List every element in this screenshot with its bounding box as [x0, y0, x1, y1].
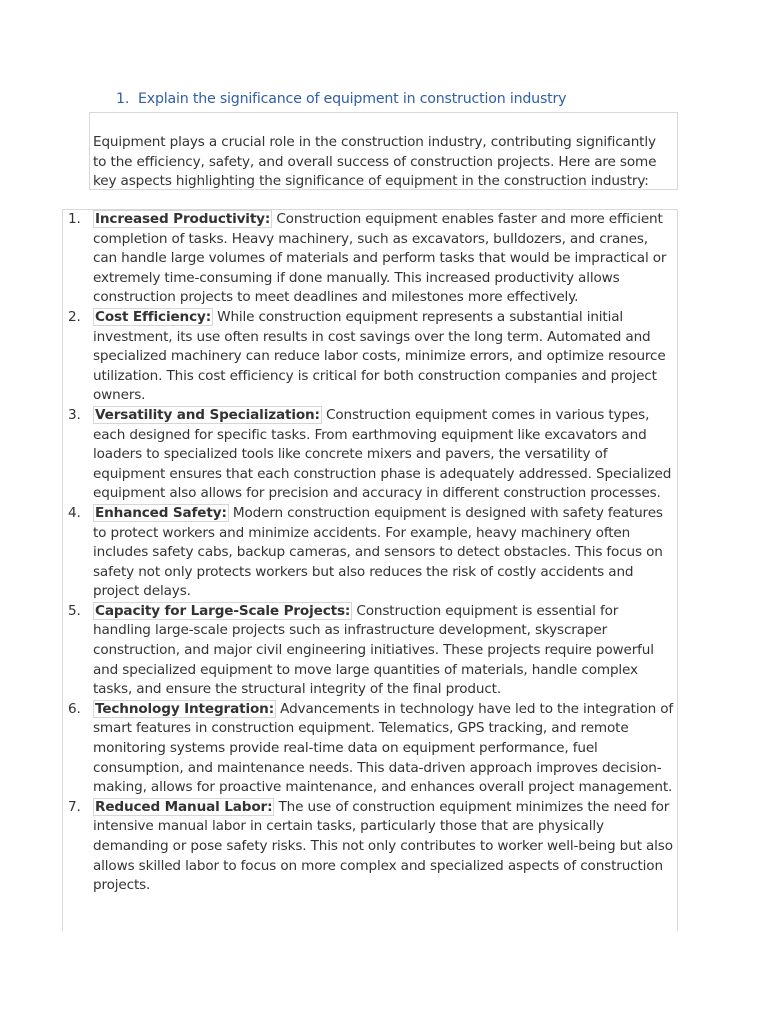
list-item — [62, 210, 676, 308]
intro-paragraph: Equipment plays a crucial role in the construction industry, contributing significantly to the efficiency, safety, and overall success of construction projects. Here are some key aspects highlighting the significance of equipment in the construction industry: — [93, 134, 657, 190]
list-item — [62, 308, 676, 406]
item-text: Modern construction equipment is designed with safety features to protect workers and minimize accidents. For example, heavy machinery often includes safety cabs, backup cameras, and sensors to detect obstacles. This focus on safety not only protects workers but also reduces the risk of costly accidents and project delays. — [93, 504, 663, 600]
item-number: 3. — [68, 406, 81, 423]
item-number: 2. — [68, 308, 81, 325]
item-number: 6. — [68, 700, 81, 717]
item-term: Technology Integration: — [95, 700, 274, 717]
item-term: Increased Productivity: — [95, 211, 271, 227]
section-heading — [116, 91, 566, 107]
heading-text: Explain the significance of equipment in construction industry — [138, 91, 567, 107]
item-text: Advancements in technology have led to the integration of smart features in construction equipment. Telematics, GPS tracking, and remote monitoring systems provide real-time data on equipment performance, fuel consumption, and maintenance needs. This data-driven approach improves decision-making, allows for proactive maintenance, and enhances overall project management. — [93, 700, 674, 796]
item-term: Versatility and Specialization: — [95, 406, 320, 423]
item-text: Construction equipment comes in various types, each designed for specific tasks. From earthmoving equipment like excavators and loaders to specialized tools like concrete mixers and pavers, the versatility of equipment ensures that each construction phase is adequately addressed. Specialized equipment also allows for precision and accuracy in different construction processes. — [93, 406, 672, 502]
item-term: Reduced Manual Labor: — [95, 798, 273, 815]
list-item — [62, 504, 676, 602]
list-item — [62, 406, 676, 504]
item-text: Construction equipment is essential for handling large-scale projects such as infrastructure development, skyscraper construction, and major civil engineering initiatives. These projects require powerful and specialized equipment to move large quantities of materials, handle complex tasks, and ensure the structural integrity of the final product. — [93, 602, 654, 698]
item-number: 4. — [68, 504, 81, 521]
item-term: Enhanced Safety: — [95, 504, 227, 521]
heading-number: 1. — [116, 91, 130, 107]
list-item — [62, 798, 676, 896]
list-item — [62, 602, 676, 700]
item-text: Construction equipment enables faster and more efficient completion of tasks. Heavy machinery, such as excavators, bulldozers, and cranes, can handle large volumes of materials and perform tasks that would be impractical or extremely time-consuming if done manually. This increased productivity allows construction projects to meet deadlines and milestones more effectively. — [93, 211, 667, 306]
item-text: While construction equipment represents a substantial initial investment, its use often results in cost savings over the long term. Automated and specialized machinery can reduce labor costs, minimize errors, and optimize resource utilization. This cost efficiency is critical for both construction companies and project owners. — [93, 308, 666, 404]
significance-list — [62, 210, 676, 896]
item-term: Cost Efficiency: — [95, 308, 211, 325]
item-number: 7. — [68, 798, 81, 815]
list-item — [62, 700, 676, 798]
item-term: Capacity for Large-Scale Projects: — [95, 602, 351, 619]
item-text: The use of construction equipment minimizes the need for intensive manual labor in certain tasks, particularly those that are physically demanding or pose safety risks. This not only contributes to worker well-being but also allows skilled labor to focus on more complex and specialized aspects of construction projects. — [93, 798, 673, 894]
item-number: 1. — [68, 211, 81, 227]
item-number: 5. — [68, 602, 81, 619]
